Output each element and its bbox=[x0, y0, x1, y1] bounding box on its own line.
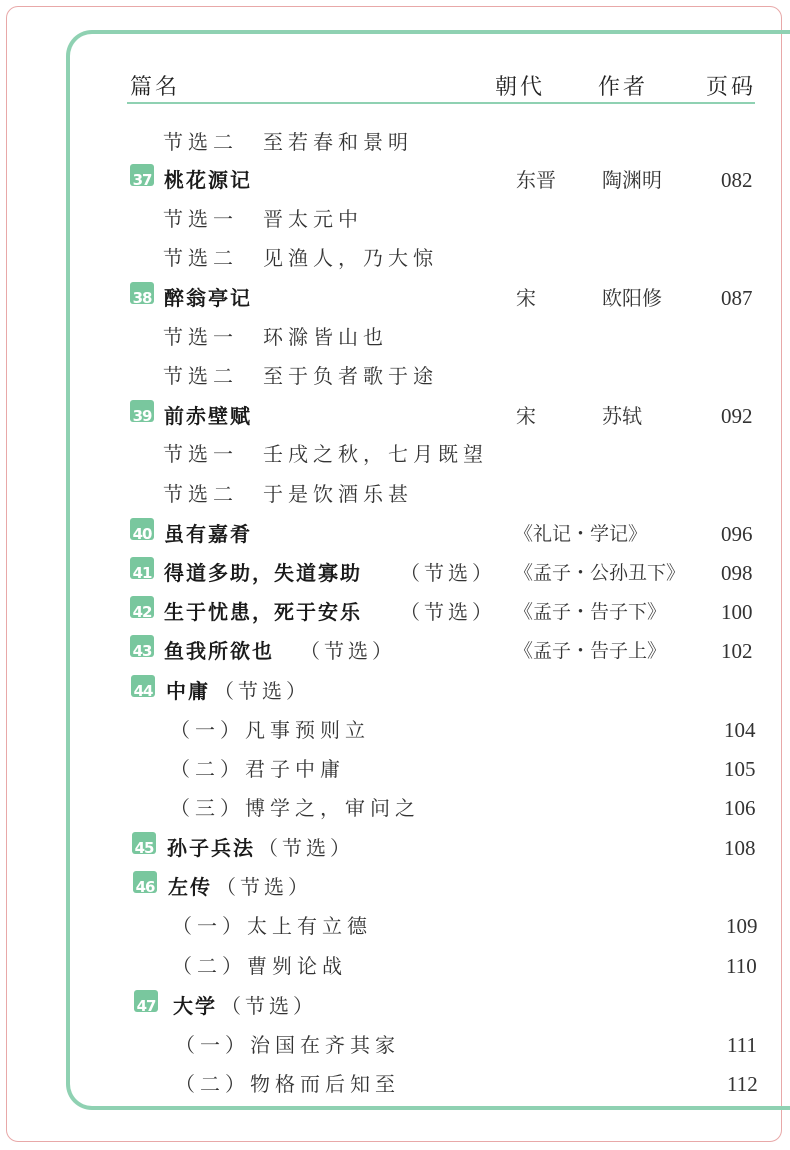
entry-dynasty: 宋 bbox=[516, 404, 536, 428]
entry-page: 111 bbox=[727, 1033, 757, 1057]
entry-dynasty: 宋 bbox=[516, 286, 536, 310]
entry-number-badge: 43 bbox=[130, 635, 154, 657]
entry-page: 102 bbox=[721, 639, 753, 663]
entry-title: 中庸 bbox=[166, 679, 210, 703]
subentry-title: 节选一 环滁皆山也 bbox=[163, 325, 388, 349]
entry-title: 醉翁亭记 bbox=[164, 286, 252, 310]
toc-entry[interactable] bbox=[0, 557, 790, 589]
subentry-title: 节选二 至若春和景明 bbox=[163, 130, 413, 154]
entry-title: 桃花源记 bbox=[164, 168, 252, 192]
toc-entry[interactable] bbox=[0, 282, 790, 314]
entry-title: 得道多助，失道寡助 bbox=[164, 561, 362, 585]
entry-source: 《孟子・公孙丑下》 bbox=[514, 562, 686, 584]
toc-subentry[interactable] bbox=[0, 360, 790, 392]
subentry-title: （一）凡事预则立 bbox=[170, 718, 370, 742]
entry-title: 左传 bbox=[168, 875, 212, 899]
entry-note: （节选） bbox=[258, 836, 354, 860]
toc-entry[interactable] bbox=[0, 990, 790, 1022]
toc-subentry[interactable] bbox=[0, 126, 790, 158]
entry-number-badge: 38 bbox=[130, 282, 154, 304]
subentry-title: 节选二 见渔人，乃大惊 bbox=[163, 246, 438, 270]
entry-page: 096 bbox=[721, 522, 753, 546]
toc-entry[interactable] bbox=[0, 518, 790, 550]
entry-page: 092 bbox=[721, 404, 753, 428]
entry-page: 104 bbox=[724, 718, 756, 742]
toc-subentry[interactable] bbox=[0, 1068, 790, 1100]
toc-subentry[interactable] bbox=[0, 910, 790, 942]
toc-subentry[interactable] bbox=[0, 321, 790, 353]
toc-subentry[interactable] bbox=[0, 203, 790, 235]
toc-entry[interactable] bbox=[0, 400, 790, 432]
entry-note: （节选） bbox=[216, 875, 312, 899]
entry-source: 《孟子・告子下》 bbox=[514, 601, 667, 623]
toc-entry[interactable] bbox=[0, 596, 790, 628]
toc-subentry[interactable] bbox=[0, 950, 790, 982]
toc-entry[interactable] bbox=[0, 675, 790, 707]
header-divider bbox=[127, 102, 755, 104]
entry-page: 106 bbox=[724, 796, 756, 820]
entry-page: 082 bbox=[721, 168, 753, 192]
toc-entry[interactable] bbox=[0, 635, 790, 667]
entry-page: 098 bbox=[721, 561, 753, 585]
entry-note: （节选） bbox=[400, 561, 496, 585]
entry-title: 前赤壁赋 bbox=[164, 404, 252, 428]
entry-author: 陶渊明 bbox=[602, 168, 662, 192]
toc-subentry[interactable] bbox=[0, 792, 790, 824]
toc-entry[interactable] bbox=[0, 832, 790, 864]
toc-subentry[interactable] bbox=[0, 438, 790, 470]
entry-note: （节选） bbox=[221, 994, 317, 1018]
entry-number-badge: 46 bbox=[133, 871, 157, 893]
entry-number-badge: 44 bbox=[131, 675, 155, 697]
toc-entry[interactable] bbox=[0, 871, 790, 903]
entry-note: （节选） bbox=[214, 679, 310, 703]
entry-number-badge: 37 bbox=[130, 164, 154, 186]
subentry-title: （三）博学之，审问之 bbox=[170, 796, 420, 820]
entry-number-badge: 39 bbox=[130, 400, 154, 422]
entry-source: 《孟子・告子上》 bbox=[514, 640, 667, 662]
entry-title: 生于忧患，死于安乐 bbox=[164, 600, 362, 624]
header-title-column: 篇名 bbox=[130, 75, 181, 100]
entry-page: 112 bbox=[727, 1072, 758, 1096]
entry-page: 087 bbox=[721, 286, 753, 310]
subentry-title: （一）治国在齐其家 bbox=[175, 1033, 400, 1057]
entry-page: 110 bbox=[726, 954, 757, 978]
subentry-title: （一）太上有立德 bbox=[172, 914, 372, 938]
subentry-title: 节选一 晋太元中 bbox=[163, 207, 363, 231]
toc-subentry[interactable] bbox=[0, 753, 790, 785]
entry-number-badge: 47 bbox=[134, 990, 158, 1012]
subentry-title: 节选一 壬戌之秋，七月既望 bbox=[163, 442, 488, 466]
toc-subentry[interactable] bbox=[0, 242, 790, 274]
toc-entry[interactable] bbox=[0, 164, 790, 196]
entry-number-badge: 42 bbox=[130, 596, 154, 618]
entry-number-badge: 41 bbox=[130, 557, 154, 579]
subentry-title: （二）物格而后知至 bbox=[175, 1072, 400, 1096]
entry-title: 虽有嘉肴 bbox=[164, 522, 252, 546]
entry-page: 105 bbox=[724, 757, 756, 781]
entry-author: 苏轼 bbox=[602, 404, 642, 428]
toc-subentry[interactable] bbox=[0, 1029, 790, 1061]
entry-page: 109 bbox=[726, 914, 758, 938]
entry-note: （节选） bbox=[400, 600, 496, 624]
entry-dynasty: 东晋 bbox=[516, 168, 556, 192]
entry-note: （节选） bbox=[300, 639, 396, 663]
entry-title: 孙子兵法 bbox=[167, 836, 255, 860]
entry-page: 100 bbox=[721, 600, 753, 624]
entry-source: 《礼记・学记》 bbox=[514, 523, 648, 545]
subentry-title: （二）曹刿论战 bbox=[172, 954, 347, 978]
subentry-title: 节选二 于是饮酒乐甚 bbox=[163, 482, 413, 506]
header-dynasty-column: 朝代 bbox=[495, 75, 546, 100]
entry-number-badge: 40 bbox=[130, 518, 154, 540]
toc-subentry[interactable] bbox=[0, 714, 790, 746]
entry-page: 108 bbox=[724, 836, 756, 860]
subentry-title: （二）君子中庸 bbox=[170, 757, 345, 781]
subentry-title: 节选二 至于负者歌于途 bbox=[163, 364, 438, 388]
entry-author: 欧阳修 bbox=[602, 286, 662, 310]
toc-subentry[interactable] bbox=[0, 478, 790, 510]
header-page-column: 页码 bbox=[706, 75, 757, 100]
entry-title: 大学 bbox=[173, 994, 217, 1018]
entry-title: 鱼我所欲也 bbox=[164, 639, 274, 663]
entry-number-badge: 45 bbox=[132, 832, 156, 854]
header-author-column: 作者 bbox=[598, 75, 649, 100]
